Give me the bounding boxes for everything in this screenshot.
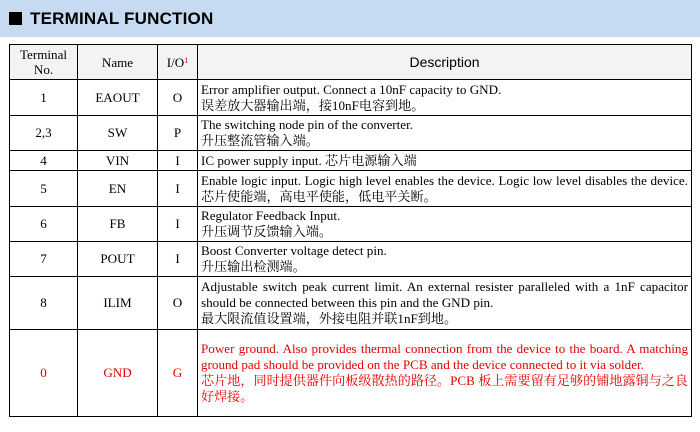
io-cell: I xyxy=(158,242,198,277)
io-cell: I xyxy=(158,151,198,171)
section-header xyxy=(0,0,700,37)
name-cell: FB xyxy=(78,207,158,242)
name-cell: SW xyxy=(78,116,158,151)
io-cell: G xyxy=(158,330,198,417)
description-cell: Regulator Feedback Input. 升压调节反馈输入端。 xyxy=(198,207,692,242)
terminal-no-cell: 8 xyxy=(10,277,78,330)
table-row xyxy=(10,116,692,151)
description-cell: Enable logic input. Logic high level enables the device. Logic low level disables the device. 芯片使能端，高电平使能，低电平关断。 xyxy=(198,171,692,207)
name-cell: EAOUT xyxy=(78,80,158,116)
terminal-no-cell: 6 xyxy=(10,207,78,242)
name-cell: POUT xyxy=(78,242,158,277)
terminal-no-cell: 5 xyxy=(10,171,78,207)
table-row xyxy=(10,207,692,242)
table-row xyxy=(10,80,692,116)
io-cell: O xyxy=(158,277,198,330)
table-header-row xyxy=(10,45,692,80)
terminal-no-cell: 2,3 xyxy=(10,116,78,151)
name-cell: ILIM xyxy=(78,277,158,330)
table-row xyxy=(10,151,692,171)
header-io: $I/O^1$ xyxy=(158,45,198,80)
terminal-no-cell: 1 xyxy=(10,80,78,116)
io-footnote-mark: 1 xyxy=(184,55,189,65)
table-row xyxy=(10,277,692,330)
header-name: Name xyxy=(78,45,158,80)
description-cell: Adjustable switch peak current limit. An external resister paralleled with a 1nF capacitor should be connected between this pin and the GND pin. 最大限流值设置端，外接电阻并联1nF到地。 xyxy=(198,277,692,330)
terminal-no-cell: 4 xyxy=(10,151,78,171)
description-cell: IC power supply input. 芯片电源输入端 xyxy=(198,151,692,171)
name-cell: VIN xyxy=(78,151,158,171)
section-title: TERMINAL FUNCTION xyxy=(30,8,214,28)
description-cell: Power ground. Also provides thermal connection from the device to the board. A matching ground pad should be provided on the PCB and the device connected to it via solder. 芯片地，同时提供器件向板级散热的路径。PCB 板上需要留有足够的铺地露铜与之良好焊接。 xyxy=(198,330,692,417)
io-cell: P xyxy=(158,116,198,151)
terminal-no-cell: 0 xyxy=(10,330,78,417)
description-cell: Boost Converter voltage detect pin. 升压输出检测端。 xyxy=(198,242,692,277)
io-cell: O xyxy=(158,80,198,116)
header-description: Description xyxy=(198,45,692,80)
io-cell: I xyxy=(158,207,198,242)
table-row-highlighted xyxy=(10,330,692,417)
table-row xyxy=(10,242,692,277)
terminal-no-cell: 7 xyxy=(10,242,78,277)
name-cell: EN xyxy=(78,171,158,207)
name-cell: GND xyxy=(78,330,158,417)
io-cell: I xyxy=(158,171,198,207)
description-cell: The switching node pin of the converter. 升压整流管输入端。 xyxy=(198,116,692,151)
terminal-function-table xyxy=(9,44,692,417)
description-cell: Error amplifier output. Connect a 10nF capacity to GND. 误差放大器输出端，接10nF电容到地。 xyxy=(198,80,692,116)
table-row xyxy=(10,171,692,207)
black-square-icon xyxy=(9,12,22,25)
header-terminal-no: Terminal No. xyxy=(10,45,78,80)
